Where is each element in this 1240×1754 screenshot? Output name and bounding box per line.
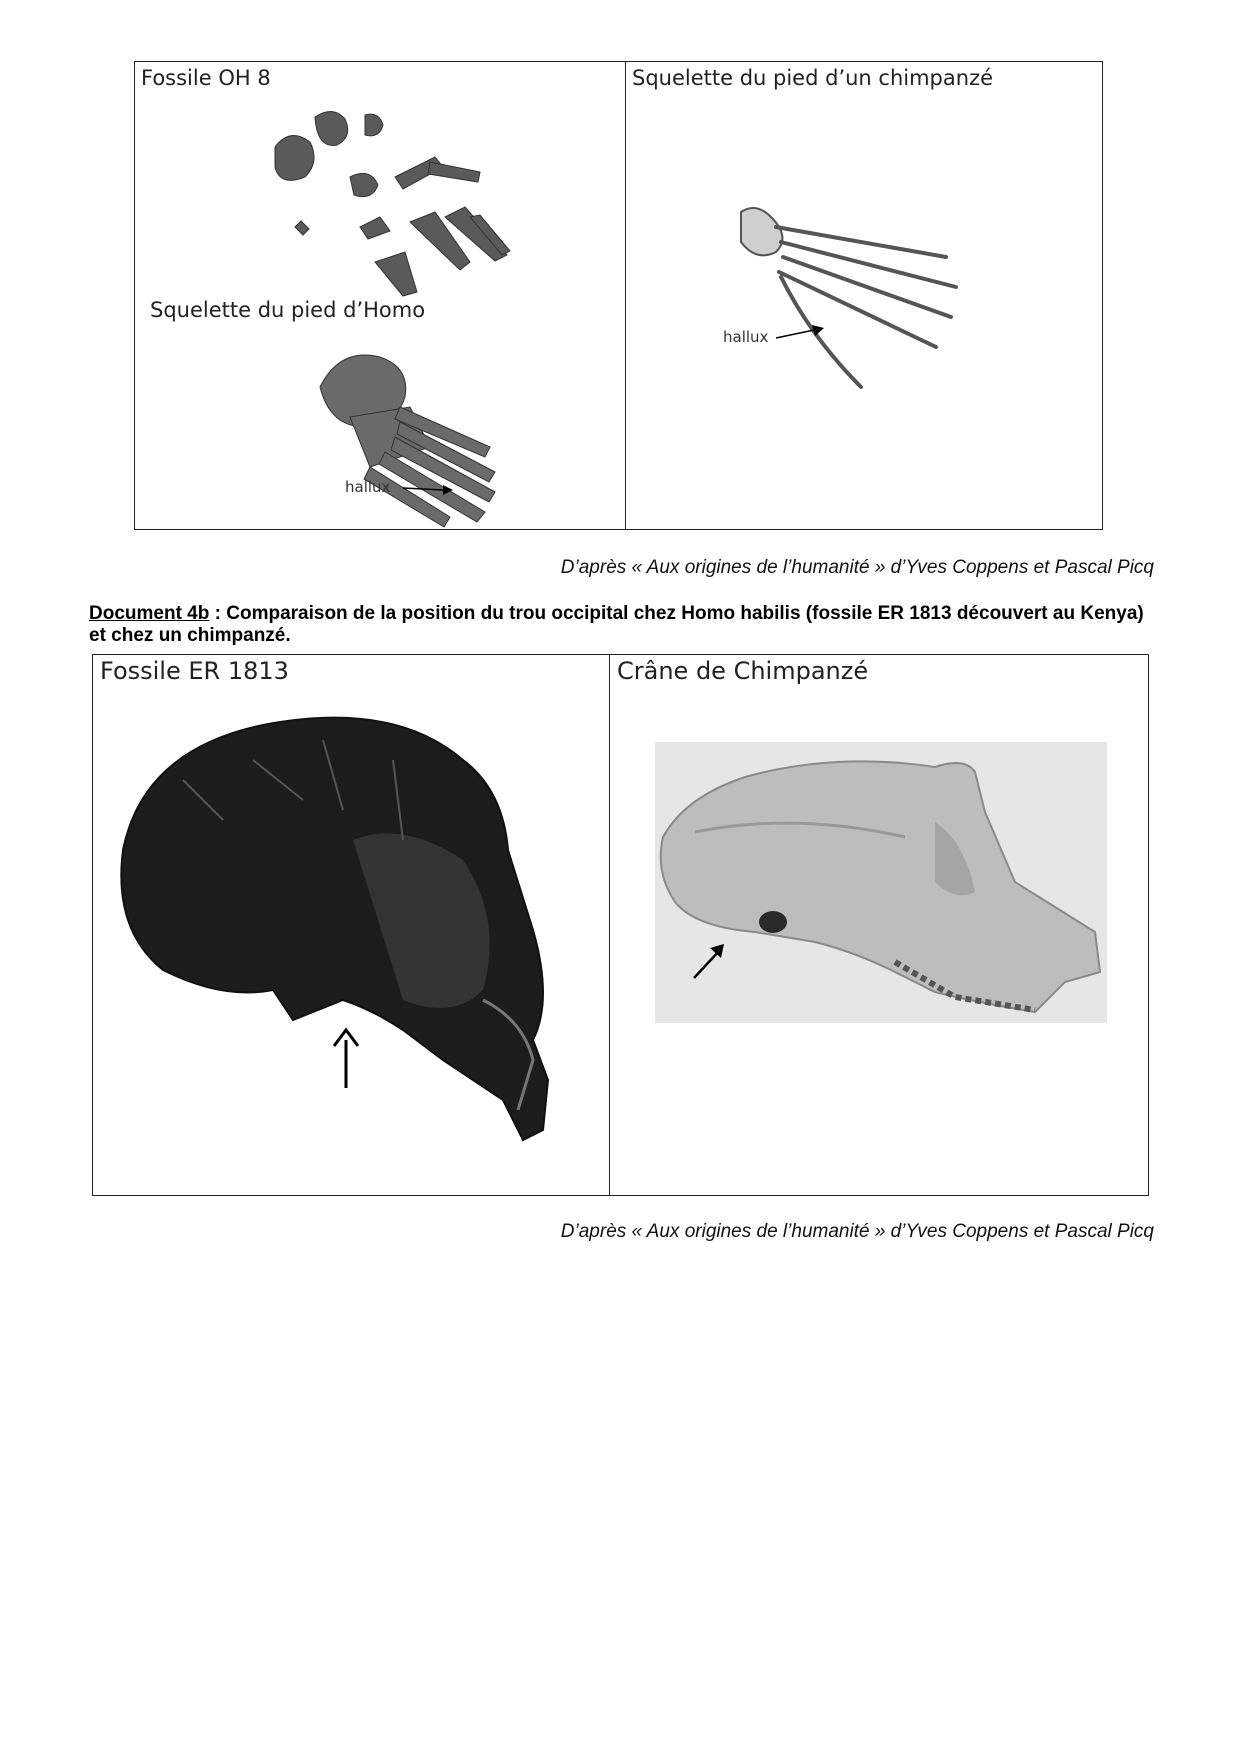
fossil-oh8-label: Fossile OH 8 xyxy=(141,66,271,90)
cell-chimp-skull xyxy=(610,655,1148,1195)
occipital-arrow-er1813-icon xyxy=(331,1030,361,1090)
hallux-label-chimp: hallux xyxy=(723,328,769,346)
cell-chimp-foot xyxy=(626,62,1102,529)
hallux-arrow-chimp-icon xyxy=(776,324,826,344)
chimp-foot-label: Squelette du pied d’un chimpanzé xyxy=(632,66,994,90)
chimp-skull-label: Crâne de Chimpanzé xyxy=(617,657,869,685)
cell-fossil-oh8 xyxy=(135,62,625,529)
figure-skull-comparison xyxy=(92,654,1149,1196)
caption-figure-4a: D’après « Aux origines de l’humanité » d’Yves Coppens et Pascal Picq xyxy=(560,557,1154,578)
document-4b-ref: Document 4b xyxy=(89,603,210,624)
document-4b-title: : Comparaison de la position du trou occipital chez Homo habilis (fossile ER 1813 découvert au Kenya) et chez un chimpanzé. xyxy=(89,603,1144,646)
homo-foot-skeleton-image xyxy=(310,347,550,527)
hallux-arrow-homo-icon xyxy=(403,483,453,497)
occipital-arrow-chimp-icon xyxy=(690,942,730,982)
fossil-er1813-label: Fossile ER 1813 xyxy=(100,657,289,685)
hallux-label-homo: hallux xyxy=(345,478,391,496)
fossil-oh8-bones-image xyxy=(255,87,555,287)
chimp-foot-skeleton-image xyxy=(721,197,981,397)
figure-foot-comparison xyxy=(134,61,1103,530)
homo-foot-label: Squelette du pied d’Homo xyxy=(150,298,426,322)
document-4b-heading xyxy=(89,603,1149,647)
caption-figure-4b: D’après « Aux origines de l’humanité » d’Yves Coppens et Pascal Picq xyxy=(560,1221,1154,1242)
cell-fossil-er1813 xyxy=(93,655,609,1195)
fossil-er1813-skull-image xyxy=(103,700,603,1170)
